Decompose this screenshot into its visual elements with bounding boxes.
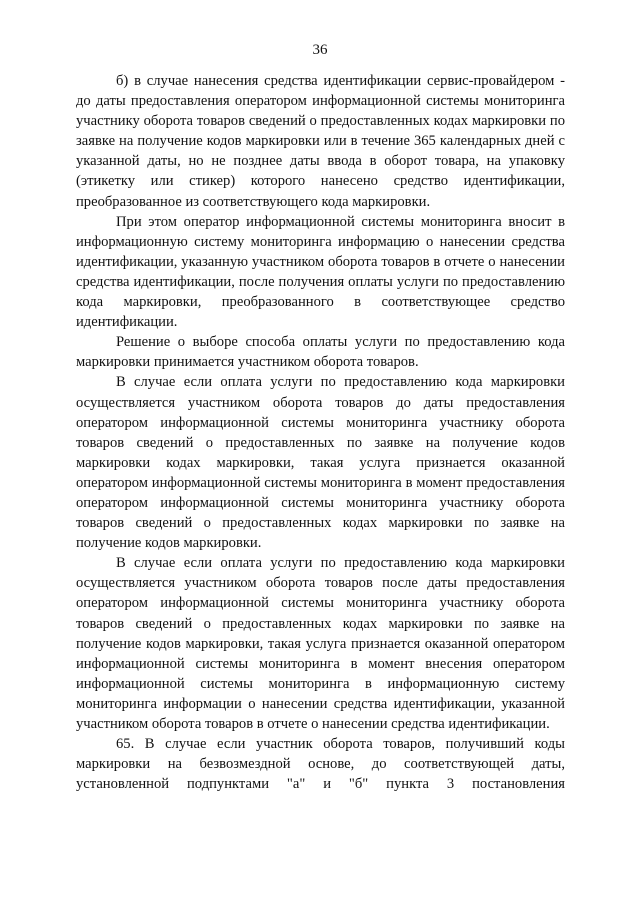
paragraph-operator-entry: При этом оператор информационной системы мониторинга вносит в информационную систему мониторинга информацию о нанесении средства идентификации, указанную участником оборота товаров в отчете о нанесении средства идентификации, после получения оплаты услуги по предоставлению кода маркировки, преобразованного в соответствующее средство идентификации. — [76, 213, 565, 331]
paragraph-payment-choice: Решение о выборе способа оплаты услуги по предоставлению кода маркировки принимается участником оборота товаров. — [76, 334, 565, 371]
paragraph-subitem-b: б) в случае нанесения средства идентификации сервис-провайдером - до даты предоставления оператором информационной системы мониторинга участнику оборота товаров сведений о предоставленных кодах маркировки по заявке на получение кодов маркировки или в течение 365 календарных дней с указанной даты, но не позднее даты ввода в оборот товара, на упаковку (этикетку или стикер) которого нанесено средство идентификации, преобразованное из соответствующего кода маркировки. — [76, 73, 565, 210]
paragraph-item-65: 65. В случае если участник оборота товаров, получивший коды маркировки на безвозмездной основе, до соответствующей даты, установленной подпунктами "а" и "б" пункта 3 постановления — [76, 736, 565, 793]
document-body — [76, 71, 565, 794]
page-number: 36 — [312, 42, 328, 58]
paragraph-payment-before: В случае если оплата услуги по предоставлению кода маркировки осуществляется участником оборота товаров до даты предоставления оператором информационной системы мониторинга участнику оборота товаров сведений о предоставленных по заявке на получение кодов маркировки кодах маркировки, такая услуга признается оказанной оператором информационной системы мониторинга в момент предоставления оператором информационной системы мониторинга участнику оборота товаров сведений о предоставленных кодах маркировки по заявке на получение кодов маркировки. — [76, 374, 565, 552]
paragraph-payment-after: В случае если оплата услуги по предоставлению кода маркировки осуществляется участником оборота товаров после даты предоставления оператором информационной системы мониторинга участнику оборота товаров сведений о предоставленных кодах маркировки по заявке на получение кодов маркировки, такая услуга признается оказанной оператором информационной системы мониторинга в момент внесения оператором информационной системы мониторинга в информационную систему мониторинга информации о нанесении средства идентификации, указанной участником оборота товаров в отчете о нанесении средства идентификации. — [76, 555, 565, 732]
